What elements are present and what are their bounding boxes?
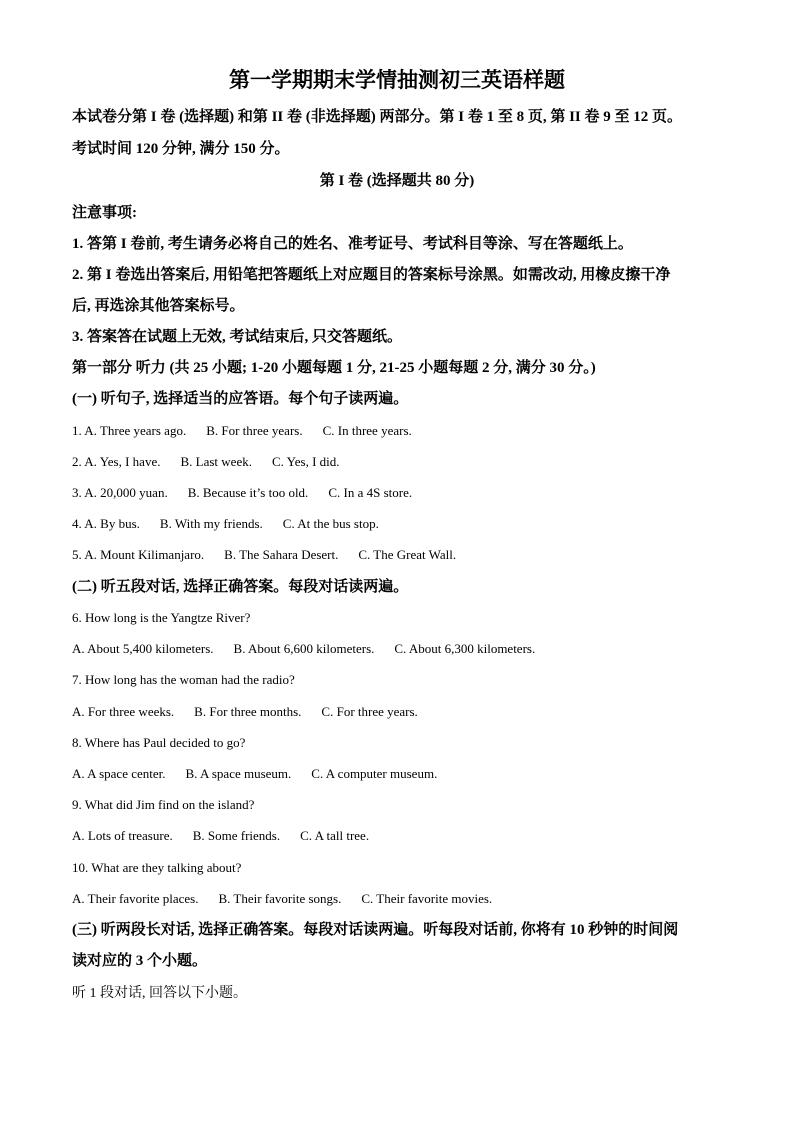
q3-option-a: 3. A. 20,000 yuan.	[72, 485, 168, 500]
section1-heading: (一) 听句子, 选择适当的应答语。每个句子读两遍。	[72, 391, 409, 407]
q5-option-c: C. The Great Wall.	[358, 547, 457, 562]
q4-option-b: B. With my friends.	[159, 516, 263, 531]
question-3-options	[72, 483, 732, 503]
intro-line-2: 考试时间 120 分钟, 满分 150 分。	[72, 141, 290, 157]
section3-heading-line-2: 读对应的 3 个小题。	[72, 953, 208, 969]
q8-option-c: C. A computer museum.	[311, 766, 438, 781]
question-9-text: 9. What did Jim find on the island?	[72, 797, 255, 812]
q10-option-c: C. Their favorite movies.	[361, 891, 493, 906]
q7-option-a: A. For three weeks.	[72, 704, 175, 719]
q3-option-c: C. In a 4S store.	[328, 485, 413, 500]
notes-heading: 注意事项:	[72, 205, 137, 221]
q5-option-b: B. The Sahara Desert.	[224, 547, 339, 562]
q2-option-b: B. Last week.	[180, 454, 252, 469]
question-6-text: 6. How long is the Yangtze River?	[72, 610, 251, 625]
question-8-options	[72, 764, 732, 784]
question-7-text: 7. How long has the woman had the radio?	[72, 672, 295, 687]
q6-option-b: B. About 6,600 kilometers.	[233, 641, 375, 656]
q7-option-b: B. For three months.	[194, 704, 302, 719]
q6-option-c: C. About 6,300 kilometers.	[394, 641, 536, 656]
q8-option-b: B. A space museum.	[185, 766, 292, 781]
q6-option-a: A. About 5,400 kilometers.	[72, 641, 214, 656]
q2-option-c: C. Yes, I did.	[271, 454, 340, 469]
q4-option-a: 4. A. By bus.	[72, 516, 140, 531]
q3-option-b: B. Because it’s too old.	[187, 485, 309, 500]
q1-option-b: B. For three years.	[206, 423, 303, 438]
question-10-options	[72, 889, 732, 909]
question-10-text: 10. What are they talking about?	[72, 860, 242, 875]
intro-line-1: 本试卷分第 I 卷 (选择题) 和第 II 卷 (非选择题) 两部分。第 I 卷 1 至 8 页, 第 II 卷 9 至 12 页。	[72, 109, 683, 125]
q10-option-b: B. Their favorite songs.	[218, 891, 342, 906]
q2-option-a: 2. A. Yes, I have.	[72, 454, 161, 469]
q9-option-b: B. Some friends.	[192, 828, 281, 843]
q1-option-a: 1. A. Three years ago.	[72, 423, 187, 438]
q10-option-a: A. Their favorite places.	[72, 891, 199, 906]
q5-option-a: 5. A. Mount Kilimanjaro.	[72, 547, 205, 562]
notes-item-1: 1. 答第 I 卷前, 考生请务必将自己的姓名、准考证号、考试科目等涂、写在答题纸上。	[72, 236, 633, 252]
section3-instruction: 听 1 段对话, 回答以下小题。	[72, 986, 247, 1001]
part1-heading: 第一部分 听力 (共 25 小题; 1-20 小题每题 1 分, 21-25 小题每题 2 分, 满分 30 分。)	[72, 360, 596, 376]
notes-item-3: 3. 答案答在试题上无效, 考试结束后, 只交答题纸。	[72, 329, 403, 345]
q4-option-c: C. At the bus stop.	[282, 516, 379, 531]
q8-option-a: A. A space center.	[72, 766, 166, 781]
notes-item-2-line-2: 后, 再选涂其他答案标号。	[72, 298, 245, 314]
q7-option-c: C. For three years.	[321, 704, 418, 719]
question-7-options	[72, 702, 732, 722]
notes-item-2-line-1: 2. 第 I 卷选出答案后, 用铅笔把答题纸上对应题目的答案标号涂黑。如需改动, 用橡皮擦干净	[72, 267, 671, 283]
q1-option-c: C. In three years.	[322, 423, 412, 438]
section2-heading: (二) 听五段对话, 选择正确答案。每段对话读两遍。	[72, 579, 409, 595]
question-6-options	[72, 639, 732, 659]
page-title: 第一学期期末学情抽测初三英语样题	[229, 68, 565, 92]
question-1-options	[72, 421, 732, 441]
question-4-options	[72, 514, 732, 534]
section3-heading-line-1: (三) 听两段长对话, 选择正确答案。每段对话读两遍。听每段对话前, 你将有 10 秒钟的时间阅	[72, 922, 679, 938]
volume-heading: 第 I 卷 (选择题共 80 分)	[319, 173, 475, 189]
question-8-text: 8. Where has Paul decided to go?	[72, 735, 246, 750]
q9-option-a: A. Lots of treasure.	[72, 828, 173, 843]
question-2-options	[72, 452, 732, 472]
q9-option-c: C. A tall tree.	[300, 828, 370, 843]
question-5-options	[72, 545, 732, 565]
question-9-options	[72, 826, 732, 846]
